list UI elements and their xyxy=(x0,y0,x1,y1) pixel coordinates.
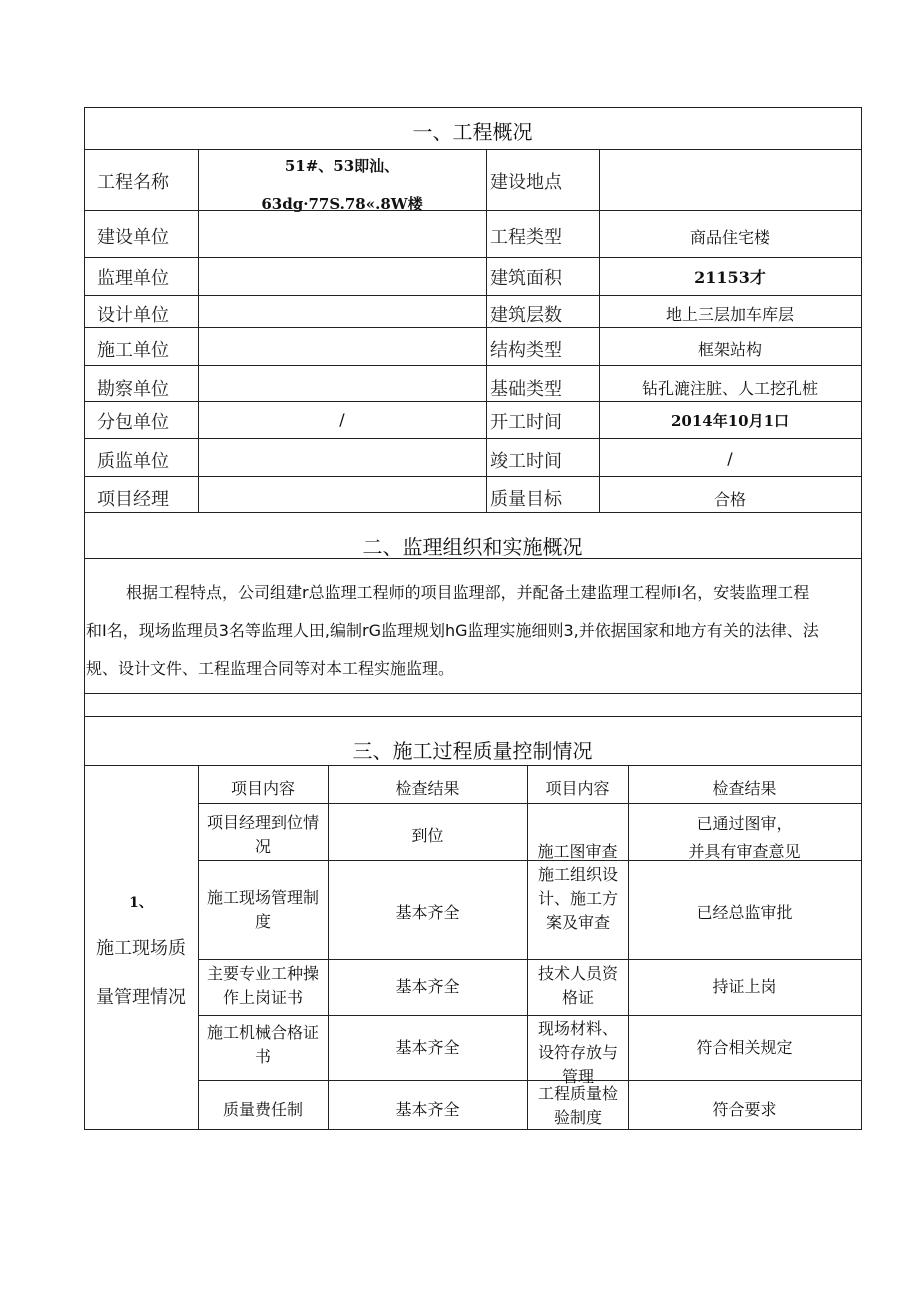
column-header: 检查结果 xyxy=(712,779,777,798)
field-label: 开工时间 xyxy=(490,412,562,433)
section-title: 三、施工过程质量控制情况 xyxy=(352,739,593,763)
summary-line: 和I名，现场监理员3名等监理人田,编制rG监理规划hG监理实施细则3,并依据国家和地方有关的法律、法 xyxy=(86,621,819,640)
table-cell: 质量费任制 xyxy=(222,1100,303,1119)
table-cell: 并具有审查意见 xyxy=(688,842,801,861)
rule xyxy=(84,401,861,402)
field-value: 地上三层加车库层 xyxy=(665,305,794,324)
table-cell: 技术人员资格证 xyxy=(537,964,618,1007)
rule xyxy=(486,149,487,512)
rule xyxy=(198,765,199,1129)
section-title: 二、监理组织和实施概况 xyxy=(362,535,583,559)
field-label: 项目经理 xyxy=(97,489,169,510)
field-label: 基础类型 xyxy=(490,379,562,400)
rule xyxy=(84,149,861,150)
rule xyxy=(84,257,861,258)
rule xyxy=(84,365,861,366)
rule xyxy=(198,803,861,804)
column-header: 项目内容 xyxy=(545,779,610,798)
side-label-number: 1、 xyxy=(129,895,153,911)
field-value: 21153才 xyxy=(694,268,766,287)
field-value: 钻孔漉注脏、人工挖孔桩 xyxy=(641,379,818,398)
rule xyxy=(198,959,861,960)
side-label: 量管理情况 xyxy=(96,987,186,1008)
field-label: 结构类型 xyxy=(490,340,562,361)
rule xyxy=(861,107,862,1130)
rule xyxy=(84,693,861,694)
rule xyxy=(328,765,329,1129)
summary-paragraph xyxy=(86,574,861,688)
table-cell: 基本齐全 xyxy=(395,1100,460,1119)
field-value: 51#、53即汕、 xyxy=(284,157,400,175)
table-cell: 工程质量检验制度 xyxy=(537,1084,618,1127)
rule xyxy=(198,1080,861,1081)
field-label: 质量目标 xyxy=(490,489,562,510)
summary-line: 规、设计文件、工程监理合同等对本工程实施监理。 xyxy=(86,659,455,678)
side-label: 施工现场质 xyxy=(96,938,186,959)
rule xyxy=(84,512,861,513)
summary-line: 根据工程特点，公司组建r总监理工程师的项目监理部，并配备土建监理工程师I名，安装监理工程 xyxy=(126,583,810,602)
field-label: 监理单位 xyxy=(97,268,169,289)
table-cell: 符合相关规定 xyxy=(696,1038,793,1057)
report-table xyxy=(84,107,861,1131)
rule xyxy=(198,1015,861,1016)
rule xyxy=(84,716,861,717)
field-label: 建筑层数 xyxy=(490,305,562,326)
field-value: / xyxy=(727,449,733,468)
table-cell: 已经总监审批 xyxy=(696,903,793,922)
table-cell: 施工图审查 xyxy=(537,842,618,861)
table-cell: 主要专业工种操作上岗证书 xyxy=(206,964,319,1007)
field-label: 分包单位 xyxy=(97,412,169,433)
field-label: 质监单位 xyxy=(97,451,169,472)
field-value: 2014年10月1口 xyxy=(670,412,790,430)
table-cell: 施工机械合格证书 xyxy=(206,1023,319,1066)
rule xyxy=(84,327,861,328)
column-header: 项目内容 xyxy=(230,779,295,798)
rule xyxy=(84,107,861,108)
rule xyxy=(84,438,861,439)
field-value: 商品住宅楼 xyxy=(689,228,770,247)
field-value: / xyxy=(339,410,345,429)
field-label: 竣工时间 xyxy=(490,451,562,472)
rule xyxy=(84,295,861,296)
rule xyxy=(84,107,85,1130)
field-value: 合格 xyxy=(713,490,746,509)
table-cell: 基本齐全 xyxy=(395,903,460,922)
field-label: 建设单位 xyxy=(97,227,169,248)
table-cell: 基本齐全 xyxy=(395,1038,460,1057)
table-cell: 基本齐全 xyxy=(395,977,460,996)
table-cell: 施工现场管理制度 xyxy=(206,888,319,931)
rule xyxy=(84,476,861,477)
field-label: 施工单位 xyxy=(97,340,169,361)
table-cell: 施工组织设计、施工方案及审查 xyxy=(537,865,618,932)
column-header: 检查结果 xyxy=(395,779,460,798)
rule xyxy=(527,765,528,1129)
table-cell: 已通过图审， xyxy=(696,814,793,833)
field-label: 建筑面积 xyxy=(490,268,562,289)
field-label: 设计单位 xyxy=(97,305,169,326)
table-cell: 现场材料、设符存放与管理 xyxy=(537,1019,618,1086)
field-label: 工程名称 xyxy=(97,172,169,193)
field-value: 63dg·77S.78«.8W楼 xyxy=(261,195,423,213)
table-cell: 持证上岗 xyxy=(712,977,777,996)
table-cell: 项目经理到位情况 xyxy=(206,813,319,856)
field-value: 框架站构 xyxy=(697,340,762,359)
rule xyxy=(84,765,861,766)
table-cell: 符合要求 xyxy=(712,1100,777,1119)
table-cell: 到位 xyxy=(411,826,444,845)
section-title: 一、工程概况 xyxy=(412,120,533,144)
field-label: 勘察单位 xyxy=(97,379,169,400)
rule xyxy=(84,1129,861,1130)
field-label: 建设地点 xyxy=(490,172,562,193)
field-label: 工程类型 xyxy=(490,227,562,248)
